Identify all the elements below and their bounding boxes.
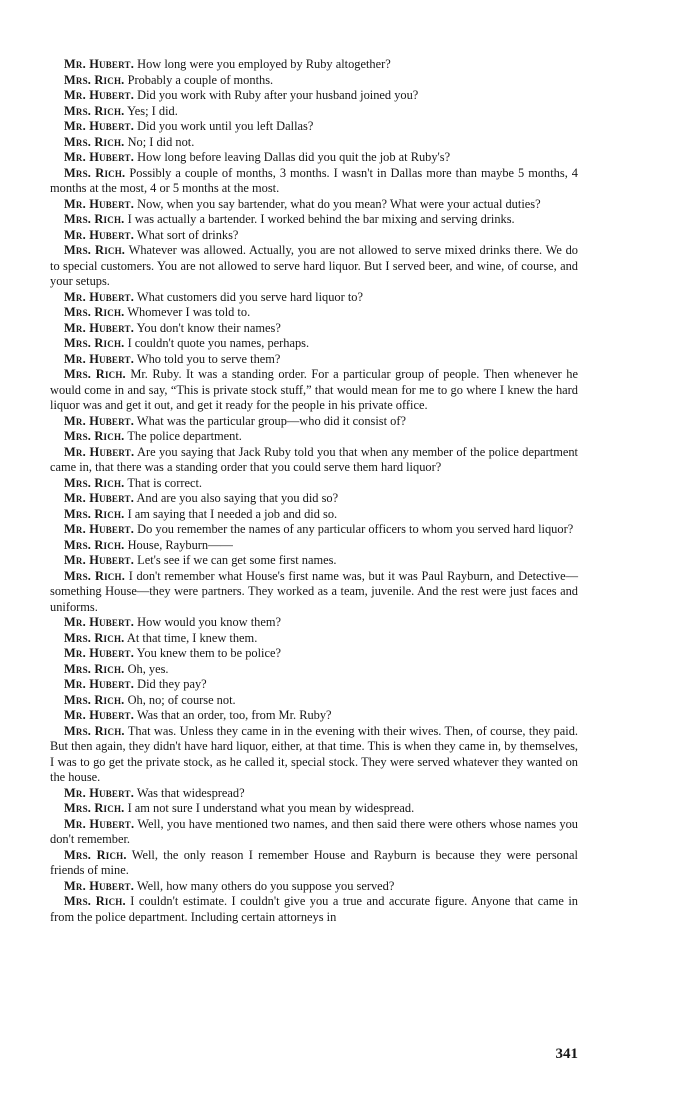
speaker-label: Mrs. Rich. <box>64 661 125 676</box>
speaker-label: Mrs. Rich. <box>64 103 125 118</box>
testimony-paragraph <box>50 150 578 166</box>
testimony-paragraph <box>50 786 578 802</box>
speaker-label: Mr. Hubert. <box>64 444 135 459</box>
transcript-page <box>50 57 578 925</box>
testimony-paragraph <box>50 212 578 228</box>
spoken-text: How long were you employed by Ruby altogether? <box>137 57 391 71</box>
testimony-paragraph <box>50 243 578 290</box>
testimony-paragraph <box>50 290 578 306</box>
spoken-text: What was the particular group—who did it consist of? <box>136 413 406 428</box>
testimony-paragraph <box>50 476 578 492</box>
testimony-paragraph <box>50 693 578 709</box>
spoken-text: What customers did you serve hard liquor to? <box>136 289 363 304</box>
testimony-paragraph <box>50 119 578 135</box>
speaker-label: Mrs. Rich. <box>64 475 125 490</box>
testimony-paragraph <box>50 429 578 445</box>
testimony-paragraph <box>50 894 578 925</box>
speaker-label: Mrs. Rich. <box>64 72 125 87</box>
spoken-text: Well, you have mentioned two names, and then said there were others whose names you don't remember. <box>50 816 578 846</box>
spoken-text: The police department. <box>127 429 242 443</box>
testimony-text <box>50 57 578 925</box>
spoken-text: Who told you to serve them? <box>136 351 281 366</box>
spoken-text: Are you saying that Jack Ruby told you that when any member of the police department came in, that there was a standing order that you could serve them hard liquor? <box>50 444 578 474</box>
spoken-text: Now, when you say bartender, what do you mean? What were your actual duties? <box>137 196 541 211</box>
spoken-text: Let's see if we can get some first names. <box>137 553 337 567</box>
testimony-paragraph <box>50 724 578 786</box>
spoken-text: House, Rayburn—— <box>127 537 233 552</box>
speaker-label: Mrs. Rich. <box>64 801 125 815</box>
speaker-label: Mr. Hubert. <box>64 878 135 893</box>
testimony-paragraph <box>50 352 578 368</box>
speaker-label: Mr. Hubert. <box>64 88 135 102</box>
speaker-label: Mr. Hubert. <box>64 289 135 304</box>
speaker-label: Mr. Hubert. <box>64 413 135 428</box>
speaker-label: Mr. Hubert. <box>64 553 135 567</box>
speaker-label: Mrs. Rich. <box>64 568 126 583</box>
spoken-text: That is correct. <box>127 475 202 490</box>
speaker-label: Mr. Hubert. <box>64 196 135 211</box>
speaker-label: Mr. Hubert. <box>64 816 135 831</box>
spoken-text: At that time, I knew them. <box>126 630 258 645</box>
speaker-label: Mr. Hubert. <box>64 150 135 164</box>
speaker-label: Mrs. Rich. <box>64 692 125 707</box>
spoken-text: Possibly a couple of months, 3 months. I wasn't in Dallas more than maybe 5 months, 4 months at the most, 4 or 5 months at the most. <box>50 165 578 195</box>
spoken-text: I don't remember what House's first name was, but it was Paul Rayburn, and Detective—something House—they were partners. They worked as a team, juvenile. And the rest were just faces and uniforms. <box>50 568 578 614</box>
testimony-paragraph <box>50 553 578 569</box>
spoken-text: Was that widespread? <box>136 785 245 800</box>
spoken-text: How long before leaving Dallas did you quit the job at Ruby's? <box>137 150 451 164</box>
spoken-text: Was that an order, too, from Mr. Ruby? <box>136 708 332 722</box>
testimony-paragraph <box>50 57 578 73</box>
testimony-paragraph <box>50 569 578 616</box>
testimony-paragraph <box>50 646 578 662</box>
testimony-paragraph <box>50 73 578 89</box>
speaker-label: Mrs. Rich. <box>64 336 125 350</box>
testimony-paragraph <box>50 228 578 244</box>
speaker-label: Mr. Hubert. <box>64 351 135 366</box>
testimony-paragraph <box>50 305 578 321</box>
testimony-paragraph <box>50 817 578 848</box>
testimony-paragraph <box>50 166 578 197</box>
testimony-paragraph <box>50 336 578 352</box>
spoken-text: Did they pay? <box>137 677 207 691</box>
speaker-label: Mr. Hubert. <box>64 708 135 722</box>
speaker-label: Mr. Hubert. <box>64 57 135 71</box>
speaker-label: Mrs. Rich. <box>64 506 125 521</box>
testimony-paragraph <box>50 677 578 693</box>
speaker-label: Mrs. Rich. <box>64 429 125 443</box>
speaker-label: Mr. Hubert. <box>64 522 135 536</box>
spoken-text: I couldn't quote you names, perhaps. <box>127 336 310 350</box>
speaker-label: Mrs. Rich. <box>64 723 125 738</box>
spoken-text: Well, how many others do you suppose you served? <box>136 878 395 893</box>
spoken-text: No; I did not. <box>127 134 195 149</box>
testimony-paragraph <box>50 879 578 895</box>
speaker-label: Mrs. Rich. <box>64 134 125 149</box>
speaker-label: Mr. Hubert. <box>64 491 135 505</box>
spoken-text: Mr. Ruby. It was a standing order. For a particular group of people. Then whenever he would come in and say, “This is private stock stuff,” that would mean for me to go where I knew the hard liquor was and get it out, and get it ready for the people in his private office. <box>50 367 578 412</box>
testimony-paragraph <box>50 538 578 554</box>
speaker-label: Mrs. Rich. <box>64 630 125 645</box>
testimony-paragraph <box>50 631 578 647</box>
speaker-label: Mrs. Rich. <box>64 305 125 319</box>
spoken-text: And are you also saying that you did so? <box>136 491 339 505</box>
speaker-label: Mrs. Rich. <box>64 894 126 908</box>
spoken-text: Probably a couple of months. <box>127 72 274 87</box>
spoken-text: Did you work with Ruby after your husband joined you? <box>137 88 419 102</box>
testimony-paragraph <box>50 321 578 337</box>
testimony-paragraph <box>50 445 578 476</box>
testimony-paragraph <box>50 197 578 213</box>
testimony-paragraph <box>50 507 578 523</box>
spoken-text: Did you work until you left Dallas? <box>137 119 314 133</box>
speaker-label: Mrs. Rich. <box>64 847 127 862</box>
spoken-text: Oh, no; of course not. <box>127 692 236 707</box>
testimony-paragraph <box>50 88 578 104</box>
spoken-text: Do you remember the names of any particular officers to whom you served hard liquor? <box>137 522 574 536</box>
speaker-label: Mrs. Rich. <box>64 243 126 257</box>
testimony-paragraph <box>50 708 578 724</box>
spoken-text: Whomever I was told to. <box>127 305 251 319</box>
speaker-label: Mr. Hubert. <box>64 320 135 335</box>
speaker-label: Mrs. Rich. <box>64 212 125 226</box>
spoken-text: You knew them to be police? <box>136 646 281 660</box>
testimony-paragraph <box>50 414 578 430</box>
speaker-label: Mr. Hubert. <box>64 119 135 133</box>
spoken-text: Whatever was allowed. Actually, you are not allowed to serve mixed drinks there. We do to special customers. You are not allowed to serve hard liquor. But I served beer, and wine, of course, and your setups. <box>50 243 579 288</box>
testimony-paragraph <box>50 848 578 879</box>
testimony-paragraph <box>50 104 578 120</box>
testimony-paragraph <box>50 135 578 151</box>
testimony-paragraph <box>50 367 578 414</box>
testimony-paragraph <box>50 615 578 631</box>
speaker-label: Mr. Hubert. <box>64 227 135 242</box>
speaker-label: Mrs. Rich. <box>64 367 126 381</box>
spoken-text: What sort of drinks? <box>136 227 239 242</box>
spoken-text: Oh, yes. <box>127 661 169 676</box>
spoken-text: You don't know their names? <box>136 320 281 335</box>
spoken-text: I am not sure I understand what you mean by widespread. <box>127 801 415 815</box>
spoken-text: Well, the only reason I remember House and Rayburn is because they were personal friends of mine. <box>50 847 578 877</box>
spoken-text: Yes; I did. <box>127 103 178 118</box>
spoken-text: I am saying that I needed a job and did so. <box>127 506 338 521</box>
testimony-paragraph <box>50 801 578 817</box>
spoken-text: I was actually a bartender. I worked behind the bar mixing and serving drinks. <box>127 212 515 226</box>
speaker-label: Mr. Hubert. <box>64 615 135 629</box>
speaker-label: Mrs. Rich. <box>64 165 126 180</box>
testimony-paragraph <box>50 662 578 678</box>
speaker-label: Mrs. Rich. <box>64 537 125 552</box>
testimony-paragraph <box>50 522 578 538</box>
spoken-text: How would you know them? <box>137 615 281 629</box>
speaker-label: Mr. Hubert. <box>64 677 135 691</box>
page-number: 341 <box>555 1046 578 1062</box>
spoken-text: That was. Unless they came in in the evening with their wives. Then, of course, they paid. But then again, they didn't have hard liquor, either, at that time. This is when they came in, by themselves, I was to go get the private stock, as he called it, special stock. They were served whatever they wanted on the house. <box>50 723 578 784</box>
speaker-label: Mr. Hubert. <box>64 785 135 800</box>
testimony-paragraph <box>50 491 578 507</box>
speaker-label: Mr. Hubert. <box>64 646 135 660</box>
spoken-text: I couldn't estimate. I couldn't give you a true and accurate figure. Anyone that came in from the police department. Including certain attorneys in <box>50 894 578 924</box>
